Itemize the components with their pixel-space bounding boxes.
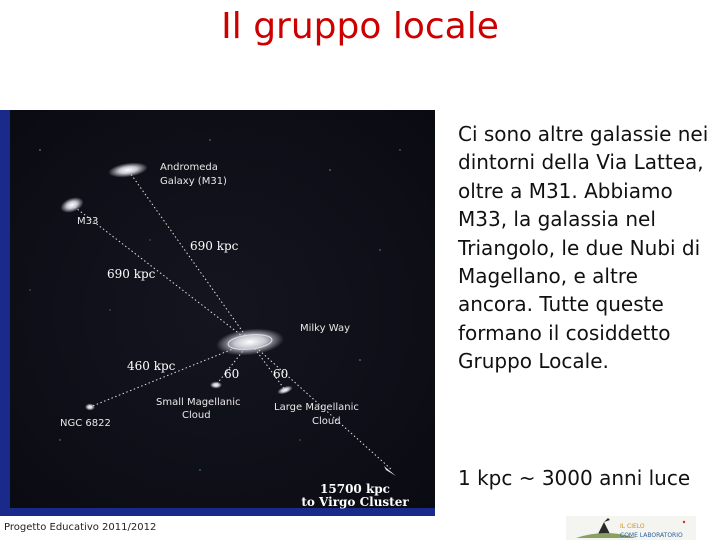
distance-m31-label: 690 kpc [190, 239, 239, 253]
lmc-label: Large Magellanic [274, 402, 359, 413]
distance-smc-label: 60 [224, 367, 240, 381]
andromeda-label: Andromeda [160, 162, 218, 173]
m33-label: M33 [77, 216, 99, 227]
conversion-note: 1 kpc ~ 3000 anni luce [458, 466, 691, 490]
milky-way-label: Milky Way [300, 323, 351, 334]
lmc-sublabel: Cloud [312, 416, 341, 427]
frame-edge-left [0, 110, 10, 516]
ngc6822-label: NGC 6822 [60, 418, 111, 429]
distance-lmc-label: 60 [273, 367, 289, 381]
project-logo [566, 516, 696, 540]
distance-m33-label: 690 kpc [107, 267, 156, 281]
description-text: Ci sono altre galassie nei dintorni della Via Lattea, oltre a M31. Abbiamo M33, la galassia nel Triangolo, le due Nubi di Magellano, e altre ancora. Tutte queste formano il cosiddetto Gruppo Locale. [458, 122, 709, 374]
slide-title: Il gruppo locale [221, 6, 499, 47]
frame-edge-bottom [0, 508, 435, 516]
ngc6822-galaxy [85, 404, 95, 411]
logo-line2: COME LABORATORIO [620, 532, 683, 539]
virgo-target-label: to Virgo Cluster [301, 495, 409, 509]
logo-graphic [566, 516, 696, 540]
smc-sublabel: Cloud [182, 410, 211, 421]
logo-star-icon [683, 521, 685, 523]
logo-line1: IL CIELO [620, 523, 645, 530]
andromeda-sublabel: Galaxy (M31) [160, 176, 227, 187]
smc-galaxy [210, 382, 222, 389]
smc-label: Small Magellanic [156, 397, 241, 408]
footer-project: Progetto Educativo 2011/2012 [4, 522, 157, 533]
distance-ngc6822-label: 460 kpc [127, 359, 176, 373]
virgo-distance-label: 15700 kpc [320, 482, 390, 496]
local-group-diagram [0, 110, 435, 516]
